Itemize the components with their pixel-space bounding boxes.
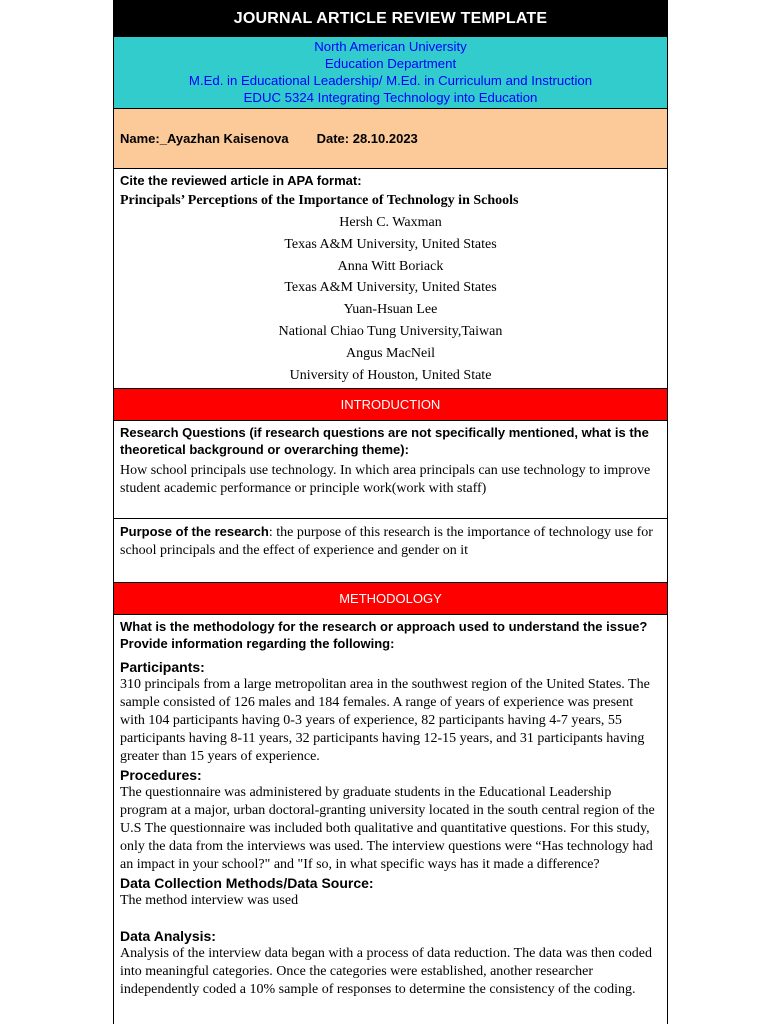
department-name: Education Department [324, 56, 457, 71]
participants-heading: Participants: [120, 659, 205, 675]
author-line: Angus MacNeil [345, 345, 436, 361]
methodology-question: What is the methodology for the research or approach used to understand the issue?Provide information regarding the following: [120, 619, 648, 651]
procedures-text: The questionnaire was administered by graduate students in the Educational Leadership program at a major, urban doctoral-granting university located in the south central region of the U.S The questionnaire was included both qualitative and quantitative questions. For this study, only the data from the interviews was used. The interview questions were “Has technology had an impact in your school?" and "If so, in what specific ways has it made a difference? [120, 785, 655, 872]
procedures-heading: Procedures: [120, 767, 202, 783]
template-title: JOURNAL ARTICLE REVIEW TEMPLATE [114, 0, 667, 37]
program-name: M.Ed. in Educational Leadership/ M.Ed. in Curriculum and Instruction [188, 73, 593, 88]
affiliation-line: National Chiao Tung University,Taiwan [278, 323, 503, 339]
affiliation-line: Texas A&M University, United States [284, 280, 497, 296]
university-name: North American University [314, 39, 467, 54]
university-info [114, 37, 667, 109]
author-line: Anna Witt Boriack [337, 258, 444, 274]
introduction-heading: INTRODUCTION [114, 389, 667, 421]
citation-section [114, 169, 667, 389]
data-collection-text: The method interview was used [120, 893, 299, 908]
research-questions-text: How school principals use technology. In which area principals can use technology to improve student academic performance or principle work(work with staff) [120, 463, 651, 496]
research-questions-section [114, 421, 667, 519]
review-template-sheet [113, 0, 668, 1024]
author-line: Yuan-Hsuan Lee [343, 302, 438, 318]
participants-text: 310 principals from a large metropolitan area in the southwest region of the United States. The sample consisted of 126 males and 184 females. A range of years of experience was present with 104 participants having 0-3 years of experience, 82 participants having 4-7 years, 55 participants having 8-11 years, 32 participants having 12-15 years, and 31 participants having greater than 15 years of experience. [120, 677, 650, 764]
research-questions-label: Research Questions (if research questions are not specifically mentioned, what is the theoretical background or overarching theme): [120, 425, 649, 457]
review-date: Date: 28.10.2023 [316, 131, 418, 146]
article-title: Principals’ Perceptions of the Importance of Technology in Schools [120, 193, 519, 208]
name-date-row [114, 109, 667, 169]
purpose-label: Purpose of the research [120, 524, 269, 539]
data-collection-heading: Data Collection Methods/Data Source: [120, 875, 374, 891]
citation-label: Cite the reviewed article in APA format: [120, 173, 362, 188]
methodology-heading: METHODOLOGY [114, 583, 667, 615]
course-name: EDUC 5324 Integrating Technology into Education [243, 90, 538, 105]
author-line: Hersh C. Waxman [339, 215, 442, 230]
student-name: Name:_Ayazhan Kaisenova [120, 131, 289, 146]
purpose-section [114, 519, 667, 583]
purpose-paragraph [120, 523, 661, 560]
data-analysis-text: Analysis of the interview data began with a process of data reduction. The data was then coded into meaningful categories. Once the categories were established, another researcher independently coded a 10% sample of responses to determine the consistency of the coding. [120, 946, 652, 997]
affiliation-line: University of Houston, United State [289, 367, 492, 383]
methodology-section [114, 615, 667, 999]
data-analysis-heading: Data Analysis: [120, 928, 216, 944]
affiliation-line: Texas A&M University, United States [284, 236, 497, 252]
purpose-text: : the purpose of this research is the importance of technology use for school principals and the effect of experience and gender on it [120, 525, 653, 558]
